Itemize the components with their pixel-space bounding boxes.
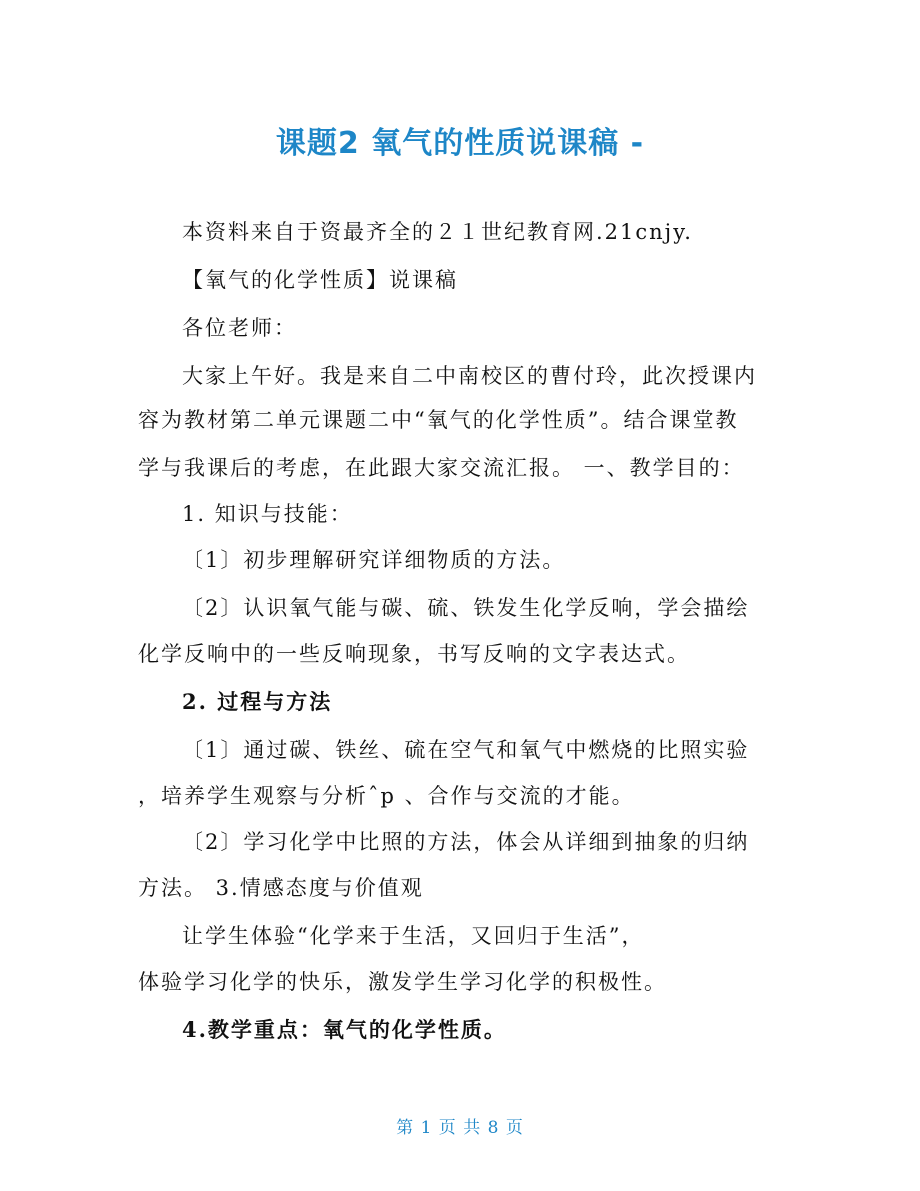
- list-item: 〔1〕初步理解研究详细物质的方法。: [182, 548, 566, 572]
- paragraph-line: 容为教材第二单元课题二中“氧气的化学性质”。结合课堂教: [138, 408, 739, 432]
- list-heading: 1. 知识与技能：: [182, 502, 353, 526]
- paragraph-line: 让学生体验“化学来于生活，又回归于生活”，: [182, 924, 645, 948]
- greeting-line: 各位老师：: [182, 316, 297, 340]
- paragraph-line: 大家上午好。我是来自二中南校区的曹付玲，此次授课内: [182, 364, 757, 388]
- section-heading: 【氧气的化学性质】说课稿: [182, 268, 458, 292]
- list-item-continuation: 化学反响中的一些反响现象，书写反响的文字表达式。: [138, 642, 690, 666]
- source-line: 本资料来自于资最齐全的２１世纪教育网.21cnjy.: [182, 220, 693, 244]
- paragraph-line: 体验学习化学的快乐，激发学生学习化学的积极性。: [138, 970, 667, 994]
- list-item-continuation: 方法。 3.情感态度与价值观: [138, 876, 424, 900]
- list-item: 〔2〕学习化学中比照的方法，体会从详细到抽象的归纳: [182, 830, 750, 854]
- list-heading: 2. 过程与方法: [182, 689, 333, 714]
- paragraph-line: 学与我课后的考虑，在此跟大家交流汇报。 一、教学目的：: [138, 456, 745, 480]
- document-title: 课题2 氧气的性质说课稿 -: [275, 126, 645, 161]
- key-point-heading: 4.教学重点：氧气的化学性质。: [182, 1017, 507, 1042]
- list-item-continuation: ，培养学生观察与分析ˆp 、合作与交流的才能。: [138, 784, 635, 808]
- page-number: 第 1 页 共 8 页: [396, 1118, 524, 1138]
- list-item: 〔1〕通过碳、铁丝、硫在空气和氧气中燃烧的比照实验: [182, 738, 750, 762]
- list-item: 〔2〕认识氧气能与碳、硫、铁发生化学反响，学会描绘: [182, 596, 750, 620]
